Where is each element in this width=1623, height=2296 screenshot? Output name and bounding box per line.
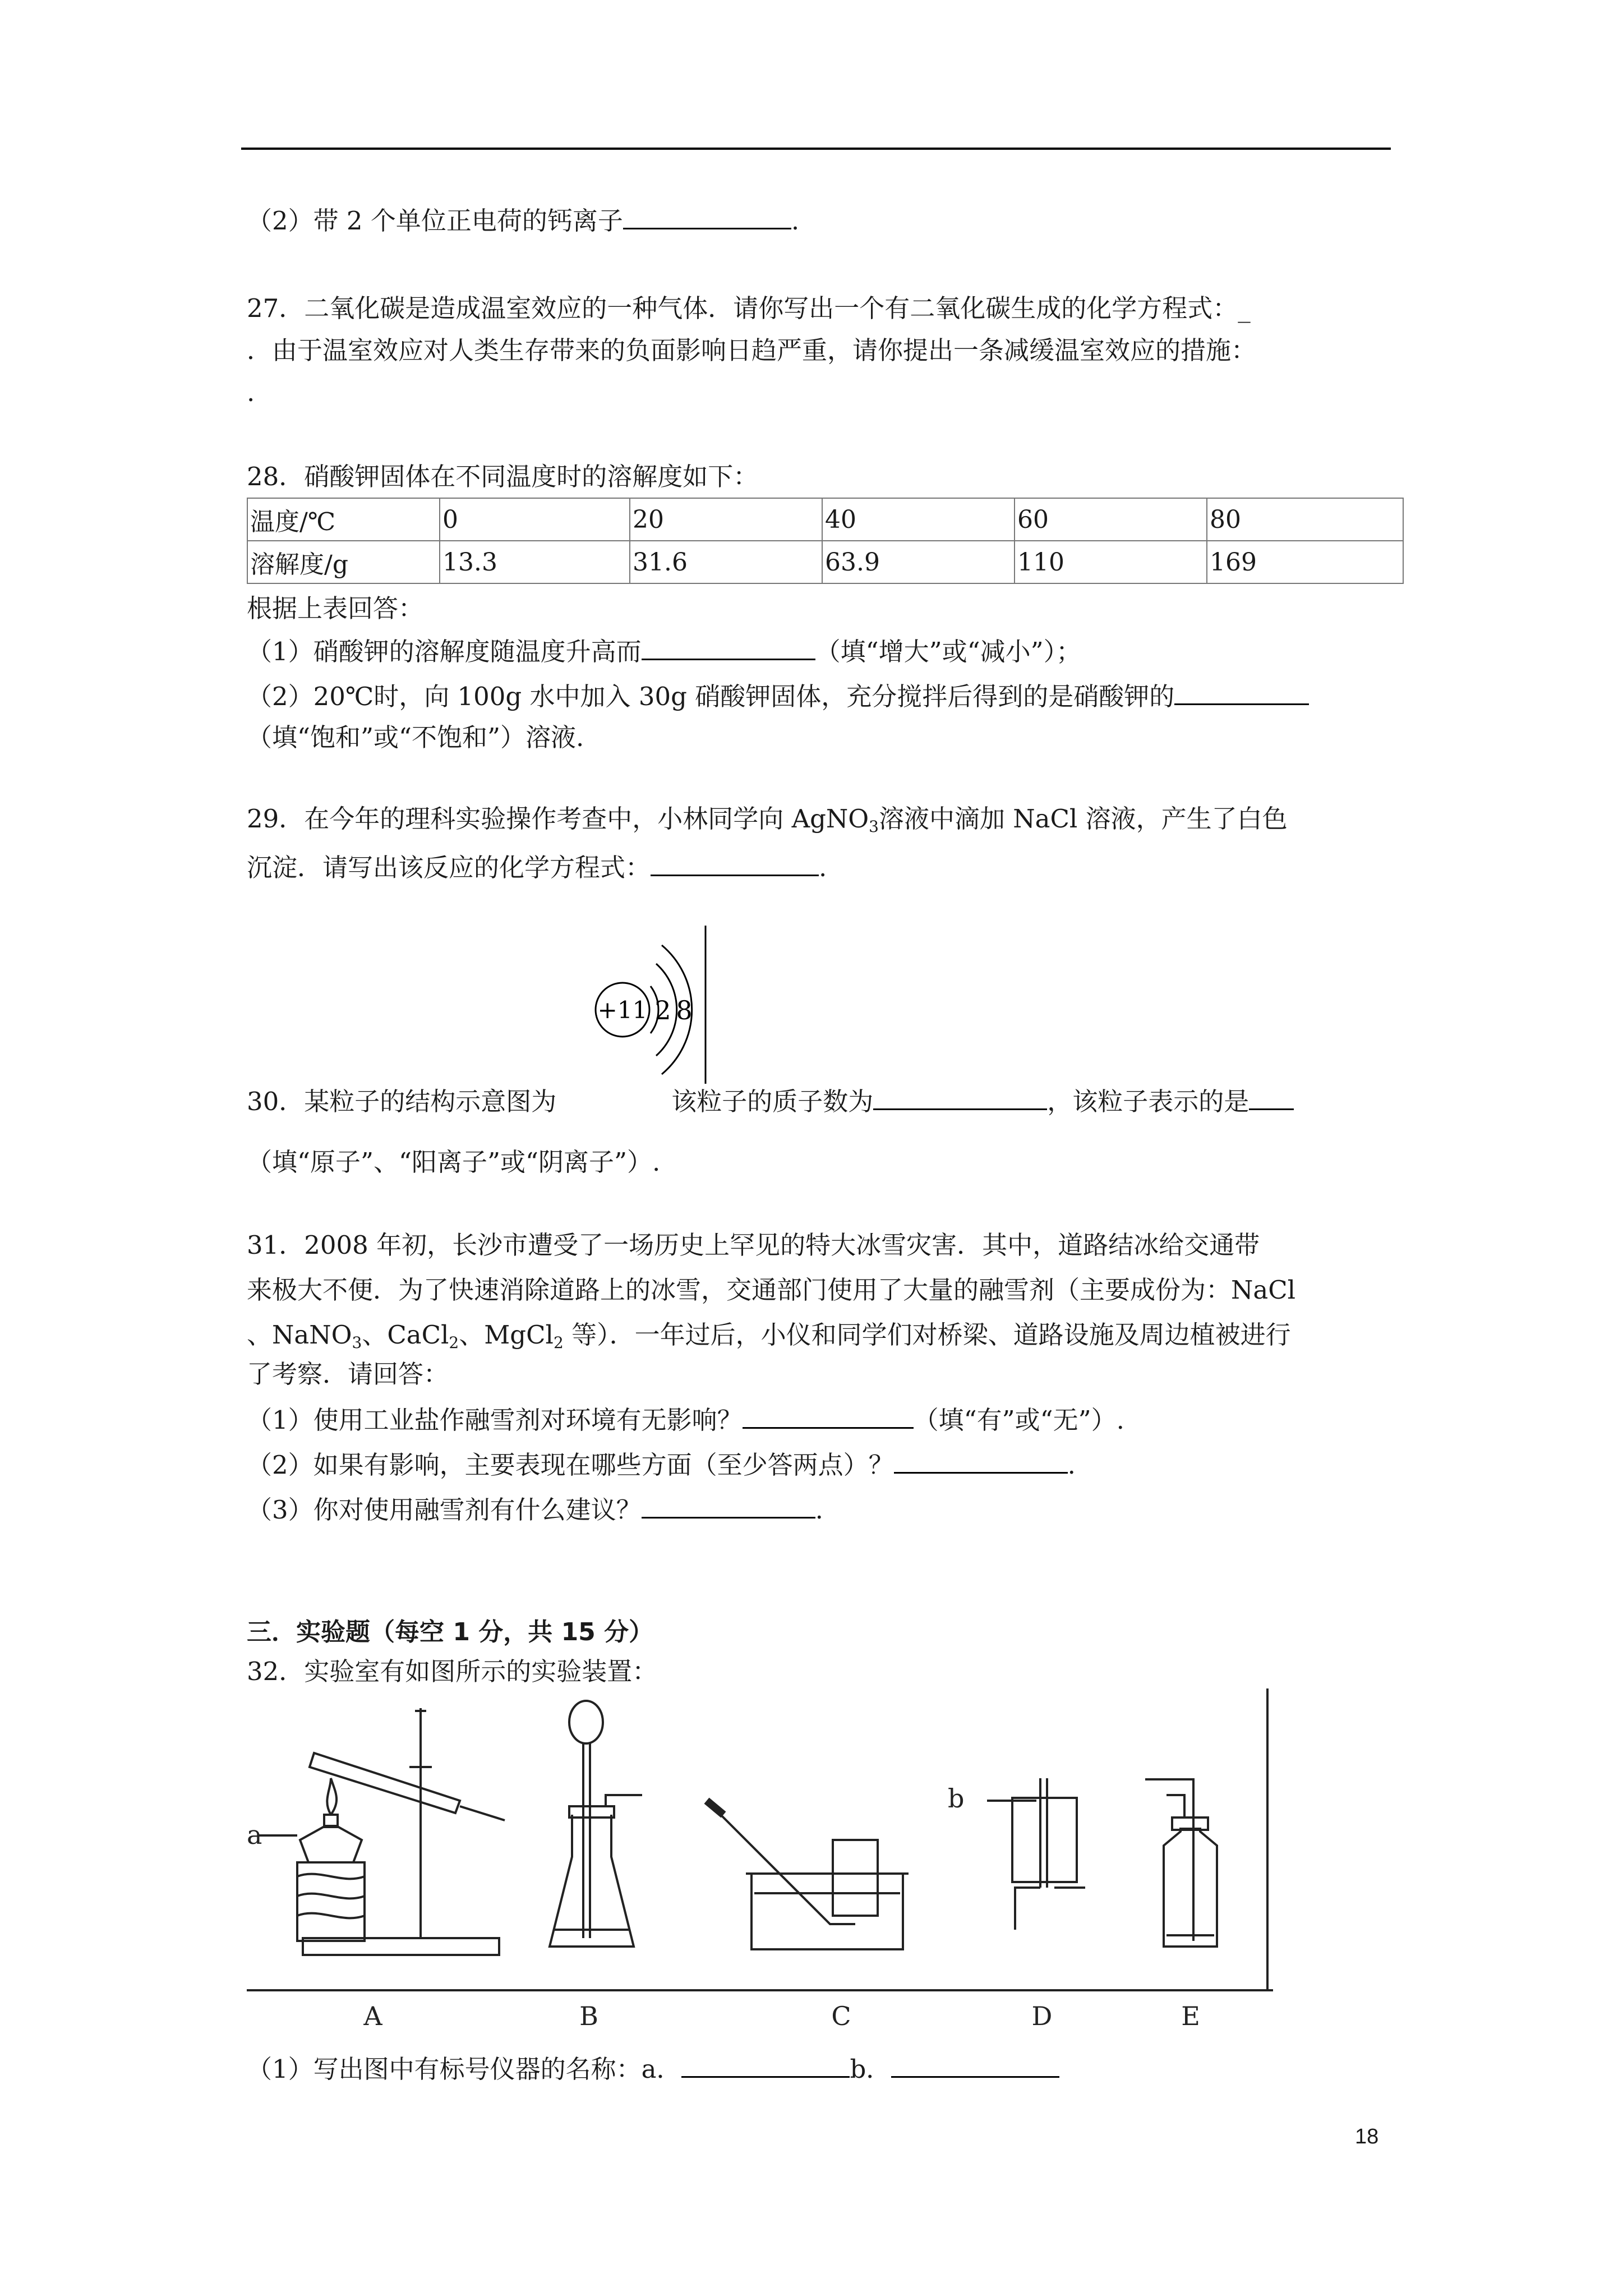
q28-part2 (247, 679, 1309, 714)
q31-part3-end: . (815, 1495, 823, 1525)
q30-text-c: ，该粒子表示的是 (1047, 1087, 1249, 1116)
q29-subscript: 3 (869, 817, 879, 836)
table-cell: 110 (1015, 541, 1207, 583)
solubility-table (247, 498, 1404, 584)
q27-line2: ．由于温室效应对人类生存带来的负面影响日趋严重，请你提出一条减缓温室效应的措施： (247, 335, 1257, 365)
delivery-tube (460, 1806, 505, 1820)
q31-line1: 31．2008 年初，长沙市遭受了一场历史上罕见的特大冰雪灾害．其中，道路结冰给交通带 (247, 1230, 1260, 1260)
apparatus-c (707, 1801, 909, 1949)
header-rule (241, 148, 1391, 150)
apparatus-label-b: B (579, 2001, 598, 2031)
q32-part1-text-b: b． (850, 2054, 892, 2084)
q31-part3-blank[interactable] (642, 1492, 815, 1519)
q29-text-b: 溶液中滴加 NaCl 溶液，产生了白色 (878, 804, 1288, 834)
q32-a-blank[interactable] (681, 2051, 850, 2078)
q31-line2: 来极大不便．为了快速消除道路上的冰雪，交通部门使用了大量的融雪剂（主要成份为：NaCl (247, 1275, 1296, 1305)
q30-proton-blank[interactable] (873, 1084, 1047, 1110)
q31-part1-blank[interactable] (743, 1402, 914, 1429)
q28-part1-hint: （填“增大”或“减小”）； (815, 637, 1082, 666)
q27-line1: 27．二氧化碳是造成温室效应的一种气体．请你写出一个有二氧化碳生成的化学方程式：_ (247, 293, 1251, 323)
shell1-electrons: 2 (654, 995, 671, 1025)
q29-end: . (819, 853, 827, 882)
q28-part2-hint: （填“饱和”或“不饱和”）溶液. (247, 723, 584, 752)
q31-part3-text: （3）你对使用融雪剂有什么建议？ (247, 1495, 642, 1525)
q31-sub: 3 (352, 1333, 362, 1352)
q32-part1 (247, 2051, 1059, 2086)
q31-line4: 了考察．请回答： (247, 1359, 449, 1389)
q31-part1-text: （1）使用工业盐作融雪剂对环境有无影响？ (247, 1405, 743, 1435)
wood-grain (297, 1874, 365, 1918)
q28-part1-blank[interactable] (642, 634, 815, 660)
table-row (247, 498, 1403, 541)
q31-part2-end: . (1067, 1450, 1076, 1480)
apparatus-label-d: D (1031, 2001, 1053, 2031)
q28-part2-blank[interactable] (1174, 679, 1309, 705)
q29-line1 (247, 802, 1288, 836)
q31-sub: 2 (449, 1333, 459, 1352)
q31-text: 、MgCl (459, 1320, 554, 1350)
table-cell: 31.6 (630, 541, 822, 583)
q28-intro: 28．硝酸钾固体在不同温度时的溶解度如下： (247, 462, 759, 491)
conical-flask (550, 1815, 634, 1947)
q31-text: 等）．一年过后，小仪和同学们对桥梁、道路设施及周边植被进行 (563, 1320, 1291, 1350)
q28-part2-text: （2）20℃时，向 100g 水中加入 30g 硝酸钾固体，充分搅拌后得到的是硝酸钾的 (247, 682, 1175, 711)
table-cell: 40 (822, 498, 1015, 541)
apparatus-b (550, 1701, 642, 1947)
apparatus-e (1145, 1779, 1217, 1947)
q30-type-blank[interactable] (1249, 1084, 1294, 1110)
q29-line2-text: 沉淀．请写出该反应的化学方程式： (247, 853, 651, 882)
short-tube-e (1166, 1795, 1184, 1818)
water-trough (751, 1874, 903, 1949)
table-cell: 80 (1207, 498, 1403, 541)
q30-line1 (247, 1084, 1294, 1119)
label-marker-b: b (948, 1783, 965, 1814)
long-tube-e (1145, 1779, 1193, 1941)
apparatus-label-a: A (363, 2001, 382, 2031)
table-cell: 13.3 (440, 541, 630, 583)
gas-collecting-bottle (833, 1840, 878, 1916)
table-cell: 20 (630, 498, 822, 541)
table-cell: 63.9 (822, 541, 1015, 583)
q31-part1 (247, 1402, 1124, 1437)
q26-part2-text: （2）带 2 个单位正电荷的钙离子 (247, 206, 623, 236)
apparatus-a (259, 1708, 505, 1955)
q32-intro: 32．实验室有如图所示的实验装置： (247, 1657, 658, 1686)
q27-line3: . (247, 378, 255, 407)
shell2-electrons: 8 (676, 995, 693, 1025)
q26-end: . (791, 206, 800, 236)
q26-answer-blank[interactable] (623, 203, 791, 229)
q32-part1-text: （1）写出图中有标号仪器的名称：a． (247, 2054, 682, 2084)
apparatus-label-e: E (1181, 2001, 1200, 2031)
q28-answer-intro: 根据上表回答： (247, 593, 424, 623)
apparatus-label-c: C (831, 2001, 851, 2031)
bottle-e (1164, 1829, 1217, 1947)
gas-outlet-tube (606, 1795, 642, 1806)
q31-part2-blank[interactable] (894, 1447, 1068, 1474)
q31-part1-hint: （填“有”或“无”）. (913, 1405, 1124, 1435)
delivery-tube (718, 1812, 855, 1924)
q31-part2 (247, 1447, 1076, 1482)
q28-part1 (247, 634, 1081, 669)
q26-part2 (247, 203, 799, 238)
label-marker-a: a (247, 1820, 262, 1850)
q31-part2-text: （2）如果有影响，主要表现在哪些方面（至少答两点）？ (247, 1450, 894, 1480)
q31-line3 (247, 1318, 1291, 1352)
table-cell: 60 (1015, 498, 1207, 541)
q30-text-a: 30．某粒子的结构示意图为 (247, 1087, 557, 1116)
table-cell: 温度/℃ (247, 498, 440, 541)
table-cell: 0 (440, 498, 630, 541)
section-heading: 三．实验题（每空 1 分，共 15 分） (247, 1618, 654, 1646)
q29-line2 (247, 850, 827, 885)
table-cell: 溶解度/g (247, 541, 440, 583)
q32-b-blank[interactable] (891, 2051, 1059, 2078)
q29-answer-blank[interactable] (651, 850, 819, 876)
apparatus-figure (247, 1688, 1273, 2036)
q30-line2: （填“原子”、“阳离子”或“阴离子”）. (247, 1147, 661, 1177)
atomic-structure-diagram (578, 920, 712, 1088)
tube-d-outlet (1015, 1888, 1040, 1930)
funnel-bulb (569, 1701, 603, 1743)
q31-sub: 2 (553, 1333, 564, 1352)
page-number: 18 (1355, 2125, 1379, 2148)
table-cell: 169 (1207, 541, 1403, 583)
q31-text: 、CaCl (362, 1320, 449, 1350)
nucleus-charge: +11 (597, 996, 648, 1024)
q29-text-a: 29．在今年的理科实验操作考查中，小林同学向 AgNO (247, 804, 869, 834)
stopper (569, 1806, 614, 1818)
q31-part3 (247, 1492, 823, 1527)
table-row (247, 541, 1403, 583)
alcohol-lamp (300, 1826, 362, 1862)
rubber-tube (707, 1801, 723, 1815)
apparatus-d (987, 1778, 1085, 1930)
q28-part1-text: （1）硝酸钾的溶解度随温度升高而 (247, 637, 642, 666)
q31-text: 、NaNO (247, 1320, 352, 1350)
q30-text-b: 该粒子的质子数为 (671, 1087, 874, 1116)
bottle-d (1012, 1798, 1077, 1882)
lamp-flame (327, 1778, 336, 1815)
